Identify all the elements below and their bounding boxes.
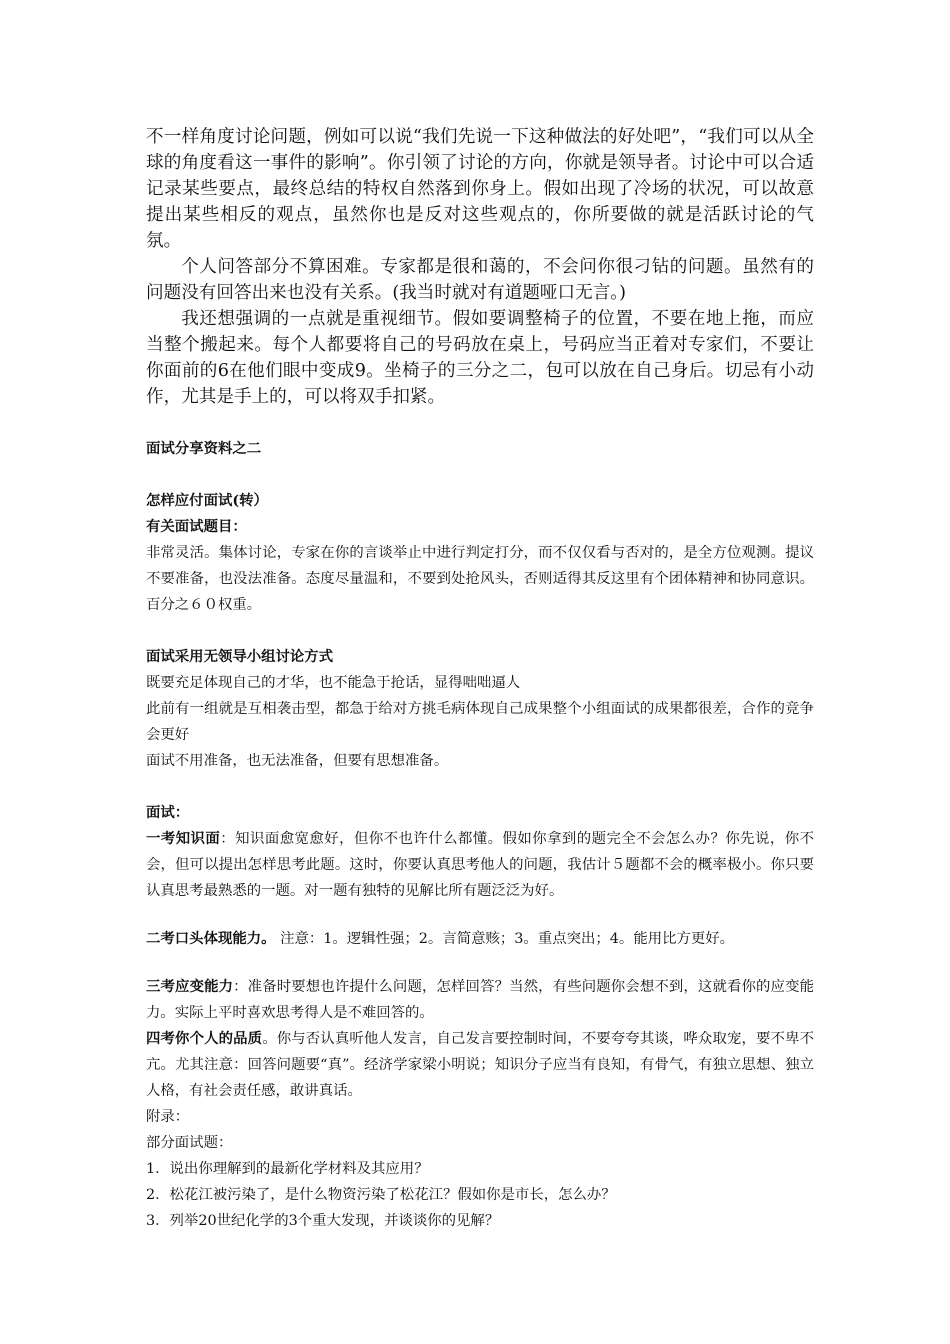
exam-item-label: 二考口头体现能力。 [146, 930, 276, 947]
exam-item-text: ：知识面愈宽愈好，但你不也许什么都懂。假如你拿到的题完全不会怎么办？你先说，你不会，但可以提出怎样思考此题。这时，你要认真思考他人的问题，我估计５题都不会的概率极小。你只要认真思考最熟悉的一题。对一题有独特的见解比所有题泛泛为好。 [146, 831, 814, 899]
exam-item-text: ：准备时要想也许提什么问题，怎样回答？当然，有些问题你会想不到，这就看你的应变能力。实际上平时喜欢思考得人是不难回答的。 [146, 979, 814, 1021]
intro-paragraph-1: 不一样角度讨论问题，例如可以说“我们先说一下这种做法的好处吧”，“我们可以从全球的角度看这一事件的影响”。你引领了讨论的方向，你就是领导者。讨论中可以合适记录某些要点，最终总结的特权自然落到你身上。假如出现了冷场的状况，可以故意提出某些相反的观点，虽然你也是反对这些观点的，你所要做的就是活跃讨论的气氛。 [146, 127, 814, 251]
question-item: 1．说出你理解到的最新化学材料及其应用？ [146, 1161, 429, 1177]
exam-item-text: 。你与否认真听他人发言，自己发言要控制时间，不要夸夸其谈，哗众取宠，要不卑不亢。尤其注意：回答问题要“真”。经济学家梁小明说；知识分子应当有良知，有骨气，有独立思想、独立人格，有社会责任感，敢讲真话。 [146, 1031, 814, 1099]
group-line: 既要充足体现自己的才华，也不能急于抢话，显得咄咄逼人 [146, 675, 521, 691]
question-item: 3．列举20世纪化学的3个重大发现，并谈谈你的见解？ [146, 1213, 500, 1229]
exam-item-character [146, 1026, 814, 1104]
topic-text: 非常灵活。集体讨论，专家在你的言谈举止中进行判定打分，而不仅仅看与否对的，是全方位观测。提议不要准备，也没法准备。态度尽量温和，不要到处抢风头，否则适得其反这里有个团体精神和协同意识。百分之６０权重。 [146, 545, 814, 613]
topic-heading: 有关面试题目： [146, 518, 247, 535]
exam-item-knowledge [146, 826, 814, 904]
exam-item-adaptability [146, 974, 814, 1026]
intro-paragraph-3: 我还想强调的一点就是重视细节。假如要调整椅子的位置，不要在地上拖，而应当整个搬起来。每个人都要将自己的号码放在桌上，号码应当正着对专家们，不要让你面前的6在他们眼中变成9。坐椅子的三分之二，包可以放在自己身后。切忌有小动作，尤其是手上的，可以将双手扣紧。 [146, 309, 814, 407]
appendix-label: 附录： [146, 1109, 190, 1125]
article-title: 怎样应付面试(转） [146, 492, 268, 509]
exam-item-label: 一考知识面 [146, 830, 221, 847]
interview-heading: 面试： [146, 804, 190, 821]
group-discussion-heading: 面试采用无领导小组讨论方式 [146, 648, 334, 665]
exam-item-label: 四考你个人的品质 [146, 1030, 263, 1047]
exam-item-text: 注意：1。逻辑性强；2。言简意赅；3。重点突出；4。能用比方更好。 [275, 931, 735, 947]
group-line: 此前有一组就是互相袭击型，都急于给对方挑毛病体现自己成果整个小组面试的成果都很差，合作的竞争会更好 [146, 701, 814, 743]
exam-item-oral [146, 926, 814, 952]
question-item: 2．松花江被污染了，是什么物资污染了松花江？假如你是市长，怎么办？ [146, 1187, 616, 1203]
section-title: 面试分享资料之二 [146, 440, 262, 457]
exam-item-label: 三考应变能力 [146, 978, 234, 995]
group-line: 面试不用准备，也无法准备，但要有思想准备。 [146, 753, 449, 769]
intro-paragraph-2: 个人问答部分不算困难。专家都是很和蔼的，不会问你很刁钻的问题。虽然有的问题没有回答出来也没有关系。(我当时就对有道题哑口无言。) [146, 257, 814, 303]
questions-label: 部分面试题： [146, 1135, 233, 1151]
document-page [146, 124, 814, 1234]
